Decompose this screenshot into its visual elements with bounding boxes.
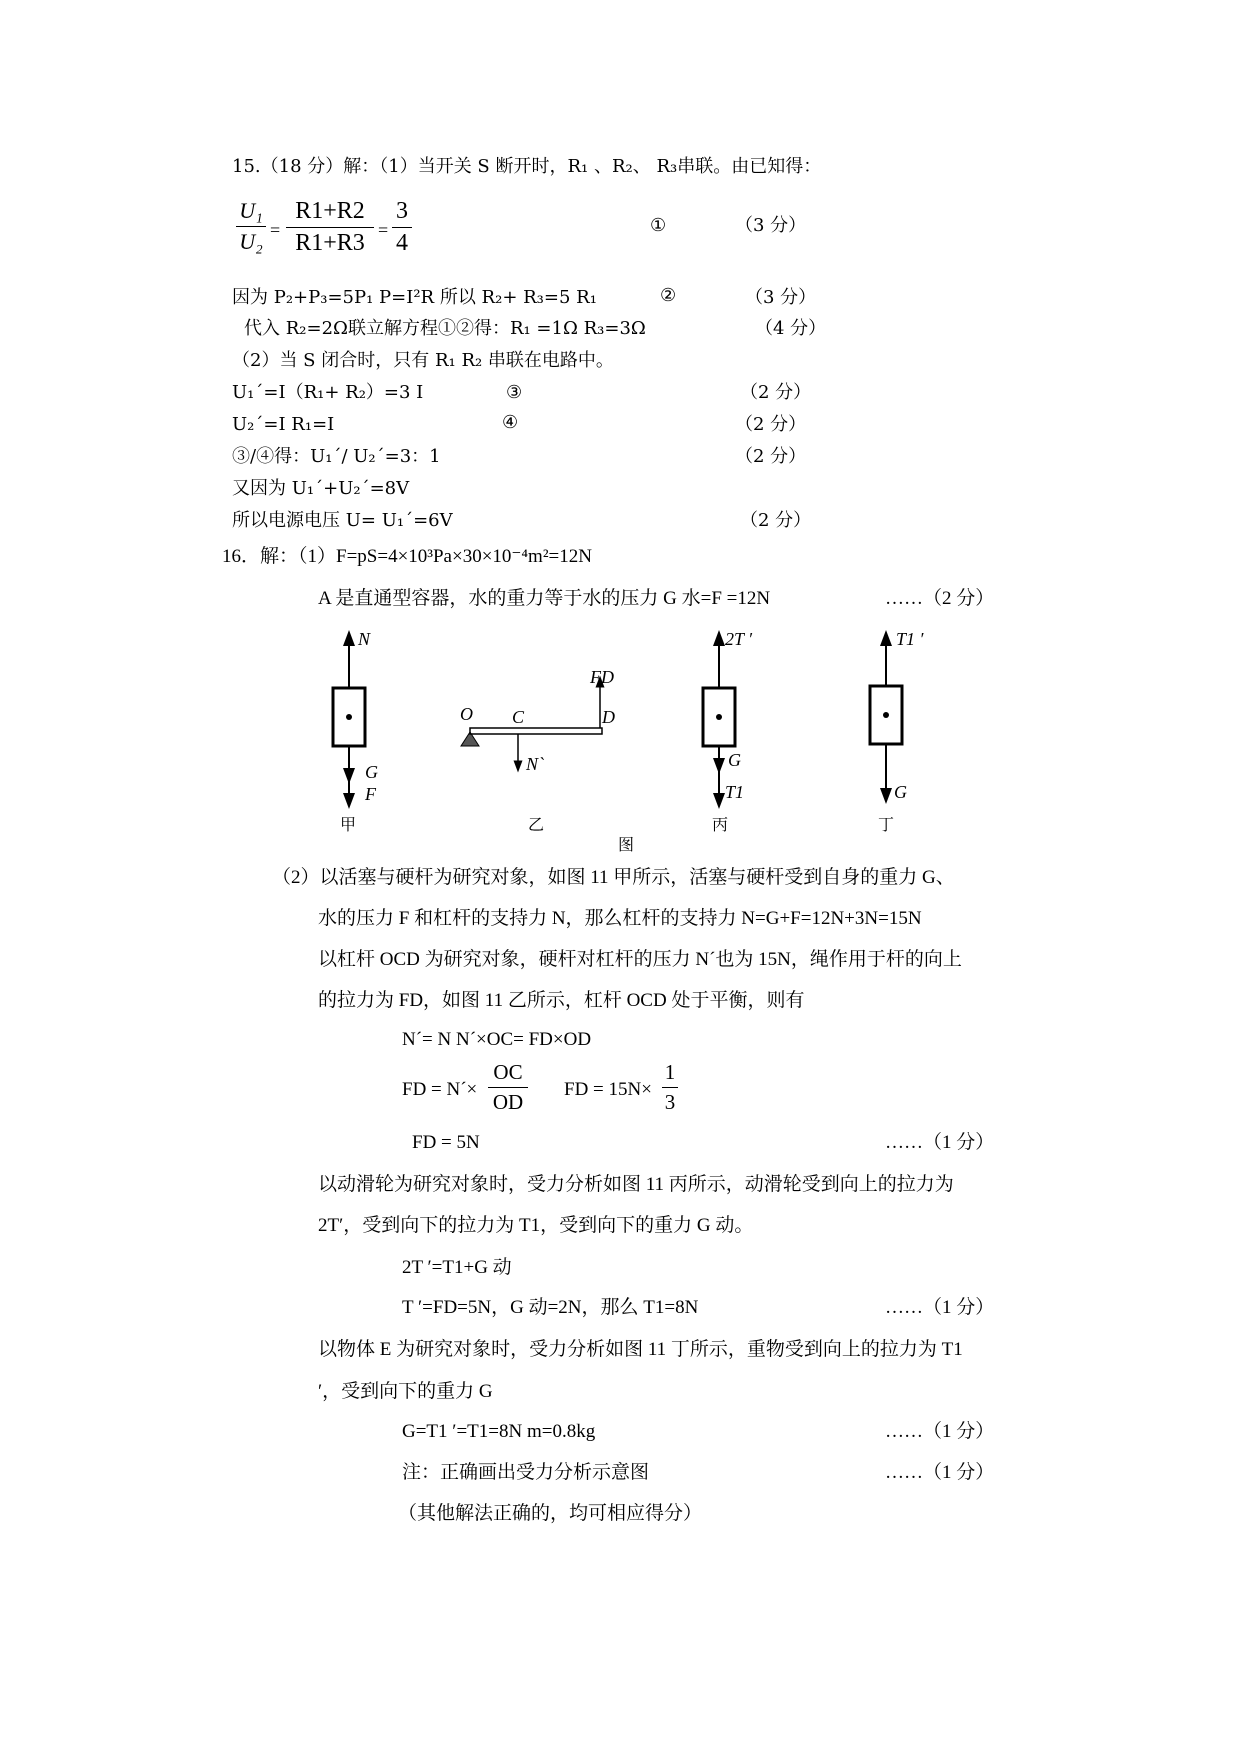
eq1-score: （3 分） xyxy=(735,215,807,236)
q15-line-5: U₁´=I（R₁+ R₂）=3 I xyxy=(232,382,424,403)
eq2-den-3: 3 xyxy=(664,1090,676,1114)
q16-p2-line-b: 水的压力 F 和杠杆的支持力 N，那么杠杆的支持力 N=G+F=12N+3N=15N xyxy=(318,908,922,929)
yi-label-o: O xyxy=(460,704,473,724)
q16-note: 注：正确画出受力分析示意图 xyxy=(402,1462,650,1483)
bing-label-2t: 2T ′ xyxy=(725,629,753,649)
eq5-score: ……（1 分） xyxy=(885,1297,995,1318)
yi-label-d: D xyxy=(602,707,615,727)
bing-caption: 丙 xyxy=(712,815,729,834)
line9-score: （2 分） xyxy=(740,510,812,531)
eq6-score: ……（1 分） xyxy=(885,1421,995,1442)
diagram-ding xyxy=(870,629,925,834)
q16-line-1: A 是直通型容器，水的重力等于水的压力 G 水=F =12N xyxy=(318,588,771,609)
q16-p2-line-a: （2）以活塞与硬杆为研究对象，如图 11 甲所示，活塞与硬杆受到自身的重力 G、 xyxy=(272,867,955,888)
q16-closing-note: （其他解法正确的，均可相应得分） xyxy=(398,1503,703,1524)
force-diagram-figure xyxy=(300,628,924,858)
q15-line-2: 因为 P₂+P₃=5P₁ P=I²R 所以 R₂+ R₃=5 R₁ xyxy=(232,287,597,308)
q16-line1-score: ……（2 分） xyxy=(885,588,995,609)
q16-eq-4: 2T ′=T1+G 动 xyxy=(402,1257,512,1278)
diagram-yi xyxy=(460,667,634,854)
q15-line-8: 又因为 U₁´+U₂´=8V xyxy=(232,478,410,499)
q16-eq-5: T ′=FD=5N，G 动=2N，那么 T1=8N xyxy=(402,1297,699,1318)
eq-mark-4: ④ xyxy=(502,412,519,433)
ding-label-g: G xyxy=(894,782,907,802)
jia-label-f: F xyxy=(365,784,376,804)
q15-line-9: 所以电源电压 U= U₁´=6V xyxy=(232,510,453,531)
frac-den-r1r3: R1+R3 xyxy=(295,230,365,256)
q16-p4-line-a: 以物体 E 为研究对象时，受力分析如图 11 丁所示，重物受到向上的拉力为 T1 xyxy=(318,1339,963,1360)
frac-num-r1r2: R1+R2 xyxy=(295,198,365,224)
q15-heading: 15.（18 分）解：（1）当开关 S 断开时，R₁ 、R₂、 R₃串联。由已知得： xyxy=(232,156,822,177)
q16-eq-3: FD = 5N xyxy=(412,1132,480,1153)
diagram-bing xyxy=(703,629,753,834)
line5-score: （2 分） xyxy=(740,382,812,403)
ding-caption: 丁 xyxy=(878,815,895,834)
frac-den-4: 4 xyxy=(396,230,408,256)
q16-p3-line-a: 以动滑轮为研究对象时，受力分析如图 11 丙所示，动滑轮受到向上的拉力为 xyxy=(318,1174,954,1195)
frac-num-3: 3 xyxy=(396,198,408,224)
ding-label-t1: T1 ′ xyxy=(896,629,924,649)
q16-p3-line-b: 2T′，受到向下的拉力为 T1，受到向下的重力 G 动。 xyxy=(318,1215,754,1236)
yi-label-n: N` xyxy=(526,754,544,774)
note-score: ……（1 分） xyxy=(885,1462,995,1483)
bing-label-t1: T1 xyxy=(725,782,745,802)
eq2-den-od: OD xyxy=(492,1090,524,1114)
line2-score: （3 分） xyxy=(745,287,817,308)
q16-p2-line-d: 的拉力为 FD，如图 11 乙所示，杠杆 OCD 处于平衡，则有 xyxy=(318,990,805,1011)
yi-caption: 乙 xyxy=(528,815,545,834)
q16-eq-6: G=T1 ′=T1=8N m=0.8kg xyxy=(402,1421,596,1442)
eq-mark-1: ① xyxy=(650,215,667,236)
eq-mark-3: ③ xyxy=(506,382,523,403)
yi-label-fd: FD xyxy=(590,667,614,687)
figure-caption: 图 xyxy=(618,835,635,854)
q15-line-3: 代入 R₂=2Ω联立解方程①②得：R₁ =1Ω R₃=3Ω xyxy=(244,318,646,339)
eq-mark-2: ② xyxy=(660,285,677,306)
bing-label-g: G xyxy=(728,750,741,770)
line7-score: （2 分） xyxy=(735,446,807,467)
eq3-score: ……（1 分） xyxy=(885,1132,995,1153)
q16-eq-1: N´= N N´×OC= FD×OD xyxy=(402,1029,592,1050)
line3-score: （4 分） xyxy=(755,318,827,339)
q15-line-6: U₂´=I R₁=I xyxy=(232,414,335,435)
frac-den-u2: U₂ xyxy=(239,229,263,254)
q15-line-7: ③/④得：U₁´/ U₂´=3：1 xyxy=(232,446,441,467)
q16-p2-line-c: 以杠杆 OCD 为研究对象，硬杆对杠杆的压力 N´也为 15N，绳作用于杆的向上 xyxy=(318,949,962,970)
eq2-right: FD = 15N× xyxy=(564,1079,652,1100)
eq2-num-1: 1 xyxy=(664,1060,676,1084)
line6-score: （2 分） xyxy=(735,414,807,435)
eq2-num-oc: OC xyxy=(493,1060,523,1084)
yi-label-c: C xyxy=(512,707,525,727)
diagram-jia xyxy=(333,629,378,834)
jia-label-n: N xyxy=(358,629,371,649)
jia-caption: 甲 xyxy=(340,815,357,834)
q16-p4-line-b: ′，受到向下的重力 G xyxy=(318,1381,493,1402)
eq2-left: FD = N´× xyxy=(402,1079,478,1100)
frac-num-u1: U₁ xyxy=(239,198,263,223)
jia-label-g: G xyxy=(365,762,378,782)
q16-heading: 16．解：（1）F=pS=4×10³Pa×30×10⁻⁴m²=12N xyxy=(222,546,592,567)
q15-line-4: （2）当 S 闭合时，只有 R₁ R₂ 串联在电路中。 xyxy=(232,350,614,371)
